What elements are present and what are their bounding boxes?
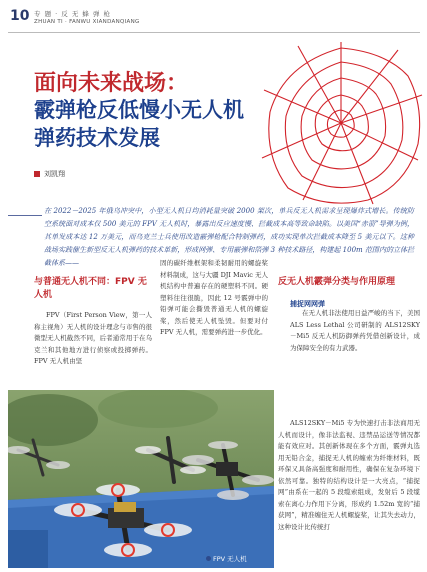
abstract (8, 205, 420, 267)
section1-heading: 与普通无人机不同：FPV 无人机 (34, 277, 147, 300)
section-label-en: ZHUAN TI · FANWU XIANDANQIANG (34, 19, 140, 25)
spider-web-illustration (258, 40, 424, 206)
page-number: 10 (10, 8, 30, 24)
author-name: 刘凯翔 (44, 170, 65, 178)
photo-caption-text: FPV 无人机 (213, 555, 247, 563)
caption-marker-icon (206, 556, 211, 561)
fpv-drone-photo (8, 390, 274, 568)
page-header (8, 6, 420, 32)
author-marker-icon (34, 171, 40, 177)
section3-paragraph-2: ALS12SKY－Mi5 专为快速打击非法商用无人机而设计，像非法监视、违禁品运送等情况都能有效应对。其创新体现在多个方面，霰弹丸选用无铅合金，捕捉无人机的缠索为纤维材料，既环保又具备高强度和耐用性，确保在复杂环境下依然可靠。独特的结构设计是一大亮点，“捕捉网”由系在一起的 5 段缆索组成，发射后 5 段缆索在离心力作用下分离，形成约 1.52m 宽的“捕获网”，精准缠住无人机螺旋桨，让其失去动力，这种设计比传统打 (278, 419, 420, 531)
author-line (34, 169, 65, 179)
section-label-cn: 专 题 · 反 无 蜂 弹 枪 (34, 10, 112, 18)
section3-subheading: 捕捉网网弹 (290, 300, 325, 308)
title-line-2: 霰弹枪反低慢小无人机 (34, 98, 244, 122)
section2-text: 固的碳纤维框架和柔韧耐用的螺旋桨材料制成，这与大疆 DJI Mavic 无人机结构中普遍存在的硬塑料不同。硬塑料往往很脆，因此 12 号霰弹中的铅弹可能会撕毁普通无人机的螺旋桨，然后使无人机坠毁。但要对付 FPV 无人机，需要弹药进一步优化。 (160, 259, 268, 336)
title-line-1: 面向未来战场： (34, 71, 189, 96)
photo-caption (206, 554, 247, 563)
title-line-3: 弹药技术发展 (34, 126, 160, 150)
header-divider (8, 32, 420, 33)
section3-heading: 反无人机霰弹分类与作用原理 (278, 277, 396, 287)
abstract-text: 在 2022－2025 年俄乌冲突中，小型无人机日均消耗量突破 2000 架次，单兵反无人机需求呈现爆炸式增长。传统防空系统面对成本仅 500 美元的 FPV 无人机时，暴露出反应速度慢、拦截成本高等致命缺陷。以美国“赤箭”导弹为例，其单发成本达 12 万美元，而乌克兰士兵使用改造霰弹枪配合特制弹药，成功实现单次拦截成本降至 5 美元以下。这种战场实践催生新型反无人机弹药的技术革新，形成网弹、专用霰弹和箔弹 3 种技术路径，构建起 100m 范围内的立体拦截体系—— (44, 207, 414, 267)
abstract-rule (8, 215, 42, 216)
fpv-drone-photo-image (8, 390, 274, 568)
section1-text: FPV（First Person View，第一人称主视角）无人机的设计理念与市售的很微型无人机截然不同，后者通常用于在乌克兰和其他地方进行侦察或投掷弹药。FPV 无人机由坚 (34, 311, 152, 365)
section3-paragraph-1: 在无人机非法使用日益严峻的当下，美国 ALS Less Lethal 公司研制的 ALS12SKY－Mi5 反无人机防御弹药凭借创新设计，成为保障安全的有力武器。 (290, 309, 420, 352)
